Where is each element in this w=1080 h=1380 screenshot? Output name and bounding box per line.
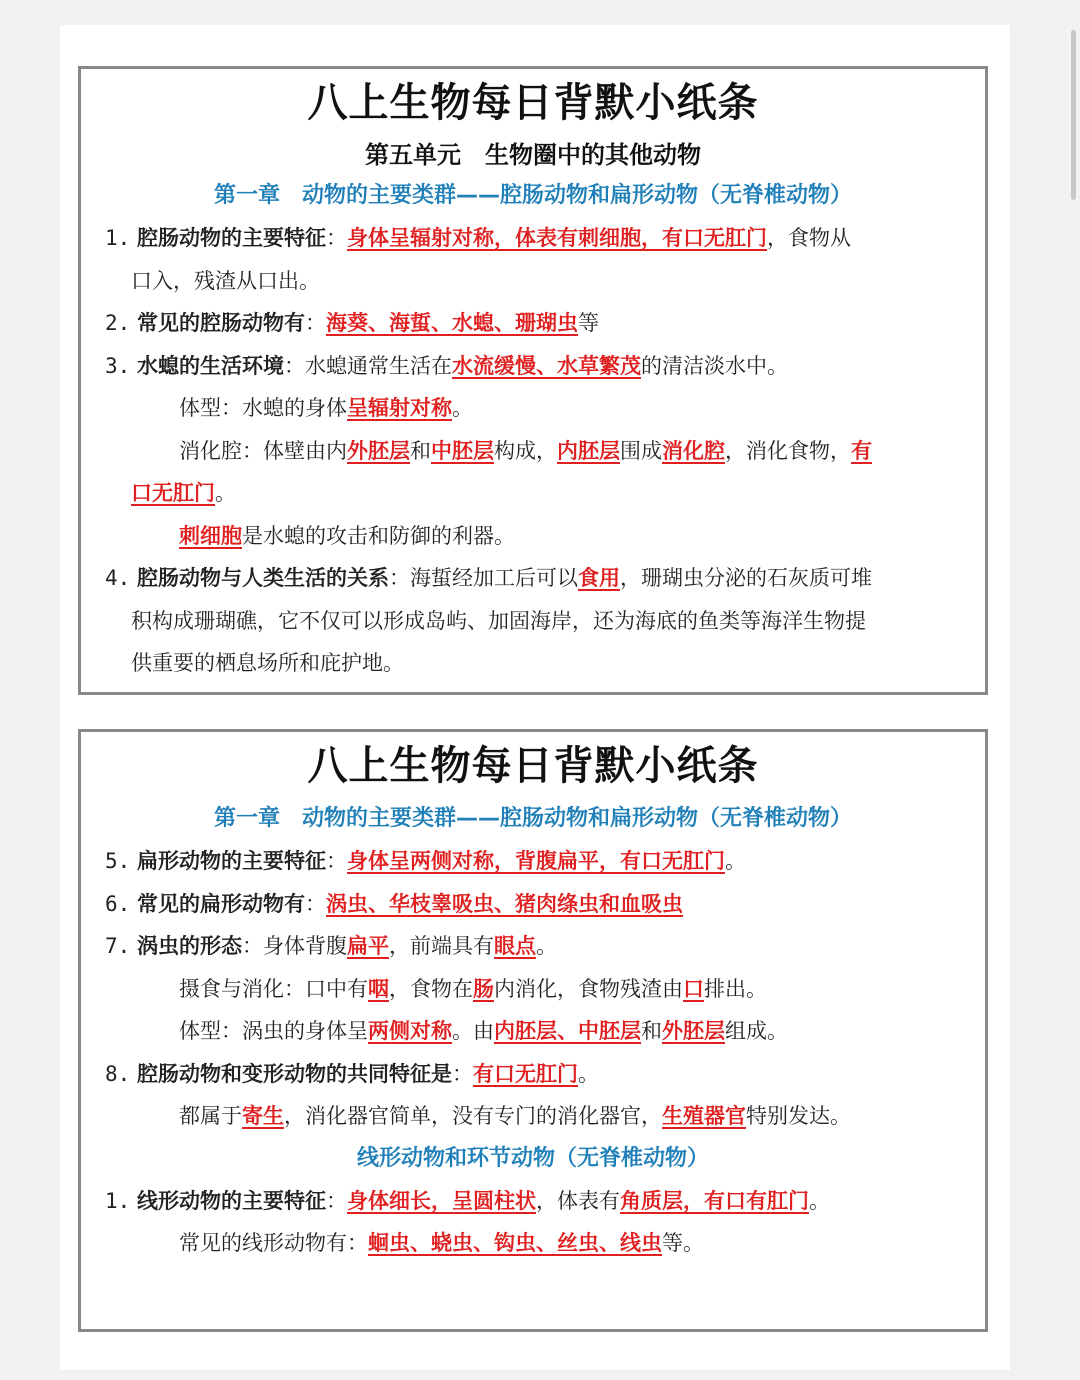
item-label: 水螅的生活环境 xyxy=(136,353,284,378)
unit-heading: 第五单元 生物圈中的其他动物 xyxy=(365,141,701,169)
text: ，珊瑚虫分泌的石灰质可堆 xyxy=(619,566,872,590)
answer-highlight: 扁平 xyxy=(346,934,389,958)
item-label: 涡虫的形态 xyxy=(136,934,242,958)
text: 都属于 xyxy=(179,1104,242,1128)
text: 常见的线形动物有： xyxy=(179,1231,368,1255)
text: 。 xyxy=(215,481,236,505)
separator: ： xyxy=(325,1188,347,1213)
roundworm-examples xyxy=(81,1222,985,1265)
item-number: 4. xyxy=(105,566,131,590)
separator: ： xyxy=(283,353,305,378)
text: 积构成珊瑚礁，它不仅可以形成岛屿、加固海岸，还为海底的鱼类等海洋生物提 xyxy=(131,608,866,633)
text: ，前端具有 xyxy=(388,934,494,958)
answer-highlight: 咽 xyxy=(368,976,389,1001)
answer-highlight: 中胚层 xyxy=(431,438,494,463)
text: 口入，残渣从口出。 xyxy=(131,268,320,293)
text: 和 xyxy=(641,1019,662,1043)
text: 体型：涡虫的身体呈 xyxy=(179,1019,368,1043)
answer-highlight: 外胚层 xyxy=(347,438,410,463)
text: 等。 xyxy=(662,1231,704,1255)
planaria-feeding xyxy=(81,968,985,1011)
answer-highlight: 外胚层 xyxy=(662,1019,725,1043)
item-9 xyxy=(81,1180,985,1223)
text: 。由 xyxy=(452,1019,494,1043)
hydra-shape xyxy=(81,387,985,430)
item-label: 腔肠动物和变形动物的共同特征是 xyxy=(136,1061,452,1086)
item-number: 7. xyxy=(105,934,131,958)
answer-highlight: 涡虫、华枝睾吸虫、猪肉绦虫和血吸虫 xyxy=(325,891,683,916)
item-number: 8. xyxy=(105,1061,131,1086)
chapter-heading-2: 线形动物和环节动物（无脊椎动物） xyxy=(356,1145,709,1171)
item-label: 扁形动物的主要特征 xyxy=(136,849,326,873)
answer-highlight: 海葵、海蜇、水螅、珊瑚虫 xyxy=(325,311,578,335)
text: 。 xyxy=(535,934,557,958)
answer-highlight: 刺细胞 xyxy=(179,523,242,548)
text: 身体背腹 xyxy=(262,934,347,958)
item-6 xyxy=(81,883,985,926)
item-number: 1. xyxy=(105,1188,131,1213)
item-8 xyxy=(81,1053,985,1096)
item-number: 1. xyxy=(105,226,131,250)
separator: ： xyxy=(304,311,326,335)
text: 围成 xyxy=(620,438,662,463)
text: 的清洁淡水中。 xyxy=(640,353,788,378)
item-7 xyxy=(81,925,985,968)
note-card-1 xyxy=(78,66,988,695)
answer-highlight: 有 xyxy=(851,438,872,463)
item-1-continued xyxy=(81,260,985,303)
text: ，消化器官简单，没有专门的消化器官， xyxy=(284,1104,662,1128)
text: 供重要的栖息场所和庇护地。 xyxy=(131,651,404,675)
text: ，食物在 xyxy=(389,976,473,1001)
scrollbar[interactable] xyxy=(1071,30,1076,200)
hydra-digestive-cavity xyxy=(81,430,985,473)
planaria-shape xyxy=(81,1010,985,1053)
text: ，消化食物， xyxy=(725,438,851,463)
card-title: 八上生物每日背默小纸条 xyxy=(307,743,759,789)
separator: ： xyxy=(325,226,347,250)
answer-highlight: 有口无肛门 xyxy=(472,1061,578,1086)
item-label: 常见的扁形动物有 xyxy=(136,891,305,916)
answer-highlight: 消化腔 xyxy=(662,438,725,463)
text: 内消化，食物残渣由 xyxy=(494,976,683,1001)
item-2 xyxy=(81,302,985,345)
separator: ： xyxy=(325,849,347,873)
item-label: 腔肠动物与人类生活的关系 xyxy=(136,566,389,590)
answer-highlight: 内胚层、中胚层 xyxy=(494,1019,641,1043)
text: 特别发达。 xyxy=(746,1104,851,1128)
text: 。 xyxy=(577,1061,599,1086)
answer-highlight: 身体细长，呈圆柱状 xyxy=(346,1188,536,1213)
answer-highlight: 口无肛门 xyxy=(131,481,215,505)
answer-highlight: 眼点 xyxy=(493,934,536,958)
chapter-heading: 第一章 动物的主要类群——腔肠动物和扁形动物（无脊椎动物） xyxy=(213,806,852,831)
item-1 xyxy=(81,217,985,260)
text: 构成， xyxy=(494,438,557,463)
text: 。 xyxy=(452,396,473,420)
item-4-continued xyxy=(81,642,985,685)
text: 水螅通常生活在 xyxy=(304,353,452,378)
item-number: 5. xyxy=(105,849,131,873)
note-card-2 xyxy=(78,729,988,1332)
text: 。 xyxy=(724,849,746,873)
answer-highlight: 呈辐射对称 xyxy=(347,396,452,420)
card-title: 八上生物每日背默小纸条 xyxy=(307,80,759,126)
separator: ： xyxy=(241,934,263,958)
hydra-digestive-continued xyxy=(81,472,985,515)
item-4 xyxy=(81,557,985,600)
text: ，食物从 xyxy=(766,226,851,250)
text: 海蜇经加工后可以 xyxy=(409,566,578,590)
chapter-heading: 第一章 动物的主要类群——腔肠动物和扁形动物（无脊椎动物） xyxy=(213,183,852,208)
answer-highlight: 食用 xyxy=(577,566,620,590)
item-5 xyxy=(81,840,985,883)
answer-highlight: 两侧对称 xyxy=(368,1019,452,1043)
answer-highlight: 身体呈两侧对称，背腹扁平，有口无肛门 xyxy=(346,849,725,873)
separator: ： xyxy=(388,566,410,590)
item-label: 线形动物的主要特征 xyxy=(136,1188,326,1213)
text: 组成。 xyxy=(725,1019,788,1043)
item-label: 腔肠动物的主要特征 xyxy=(136,226,326,250)
text: 摄食与消化：口中有 xyxy=(179,976,368,1001)
answer-highlight: 生殖器官 xyxy=(662,1104,746,1128)
item-3 xyxy=(81,345,985,388)
separator: ： xyxy=(451,1061,473,1086)
answer-highlight: 角质层，有口有肛门 xyxy=(619,1188,809,1213)
answer-highlight: 蛔虫、蛲虫、钩虫、丝虫、线虫 xyxy=(368,1231,662,1255)
item-number: 6. xyxy=(105,891,131,916)
text: 消化腔：体壁由内 xyxy=(179,438,347,463)
parasite-note xyxy=(81,1095,985,1138)
answer-highlight: 内胚层 xyxy=(557,438,620,463)
item-label: 常见的腔肠动物有 xyxy=(136,311,305,335)
text: 是水螅的攻击和防御的利器。 xyxy=(242,523,515,548)
answer-highlight: 水流缓慢、水草繁茂 xyxy=(451,353,641,378)
text: 等 xyxy=(577,311,599,335)
item-number: 2. xyxy=(105,311,131,335)
item-number: 3. xyxy=(105,353,131,378)
hydra-cnidocyte xyxy=(81,515,985,558)
text: 。 xyxy=(808,1188,830,1213)
item-4-continued xyxy=(81,600,985,643)
separator: ： xyxy=(304,891,326,916)
text: 体型：水螅的身体 xyxy=(179,396,347,420)
text: 和 xyxy=(410,438,431,463)
text: 排出。 xyxy=(704,976,767,1001)
answer-highlight: 寄生 xyxy=(242,1104,284,1128)
answer-highlight: 身体呈辐射对称，体表有刺细胞，有口无肛门 xyxy=(346,226,767,250)
text: ，体表有 xyxy=(535,1188,620,1213)
answer-highlight: 口 xyxy=(683,976,704,1001)
answer-highlight: 肠 xyxy=(473,976,494,1001)
